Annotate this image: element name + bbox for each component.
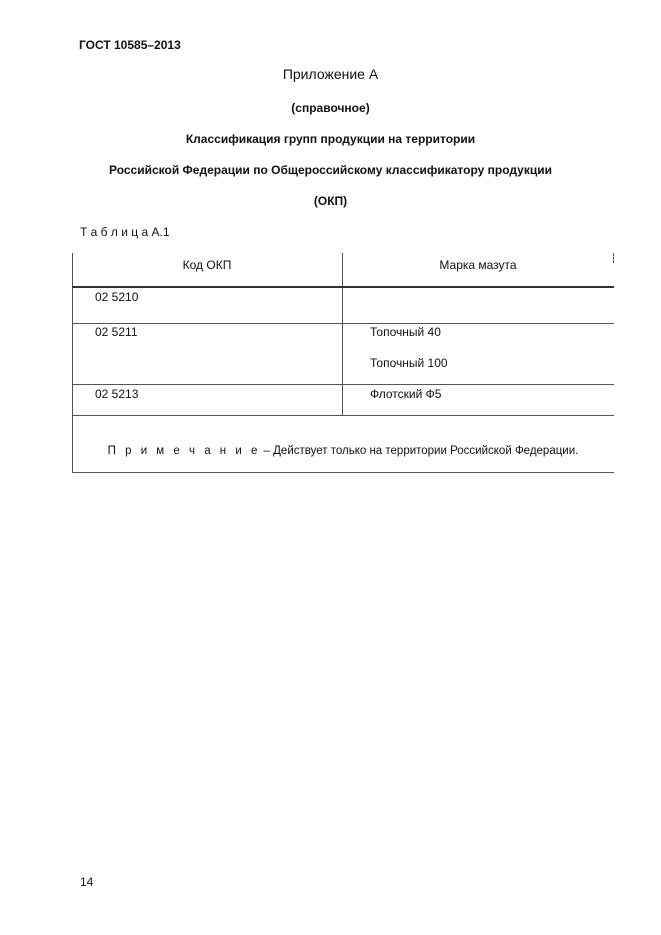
table-note-text: – Действует только на территории Российской Федерации. bbox=[260, 445, 579, 457]
page-number: 14 bbox=[80, 875, 94, 889]
table-bottom-border bbox=[72, 472, 614, 473]
appendix-heading-line-3: (ОКП) bbox=[313, 194, 348, 208]
table-note bbox=[73, 445, 613, 457]
row-fuel-grade: Топочный 100 bbox=[370, 356, 448, 370]
table-column-divider bbox=[342, 253, 343, 415]
table-note-label: П р и м е ч а н и е bbox=[107, 445, 261, 457]
table-caption-prefix: Т а б л и ц а bbox=[80, 225, 149, 239]
appendix-heading-line-1: Классификация групп продукции на территории bbox=[185, 132, 476, 146]
table-caption-number: А.1 bbox=[151, 225, 170, 239]
row-okp-code: 02 5211 bbox=[95, 325, 138, 339]
appendix-title: Приложение А bbox=[282, 66, 379, 82]
table-row-separator bbox=[72, 384, 614, 385]
appendix-heading-line-2: Российской Федерации по Общероссийскому классификатору продукции bbox=[109, 163, 552, 177]
table-row-separator bbox=[72, 323, 614, 324]
row-fuel-grade: Топочный 40 bbox=[370, 325, 441, 339]
document-code: ГОСТ 10585–2013 bbox=[79, 38, 181, 52]
row-fuel-grade: Флотский Ф5 bbox=[370, 387, 442, 401]
table-row-separator bbox=[72, 415, 614, 416]
row-okp-code: 02 5213 bbox=[95, 387, 139, 401]
appendix-status: (справочное) bbox=[291, 101, 370, 115]
table-caption bbox=[80, 225, 170, 239]
table-right-border bbox=[613, 253, 614, 263]
row-okp-code: 02 5210 bbox=[95, 290, 139, 304]
column-header-okp-code: Код ОКП bbox=[182, 258, 232, 272]
table-header-separator bbox=[72, 286, 614, 288]
column-header-fuel-grade: Марка мазута bbox=[439, 258, 517, 272]
